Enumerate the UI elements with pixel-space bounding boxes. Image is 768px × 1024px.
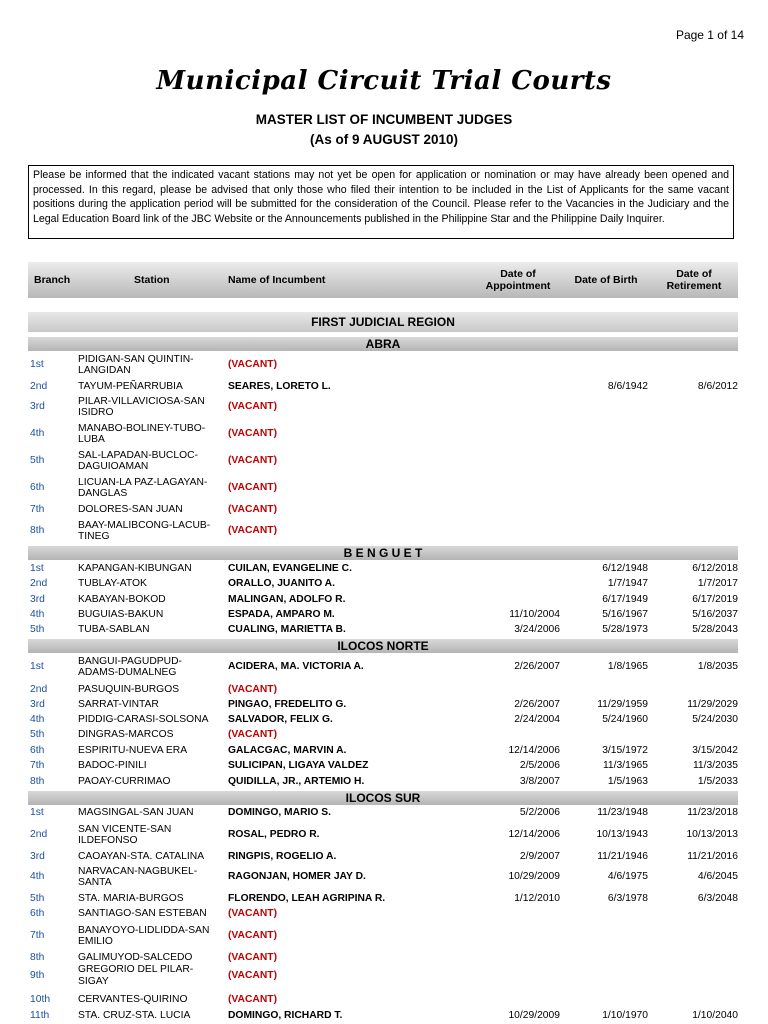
cell-station: BUGUIAS-BAKUN (78, 608, 164, 620)
table-row (28, 654, 738, 680)
cell-station: PILAR-VILLAVICIOSA-SAN ISIDRO (78, 395, 205, 418)
cell-branch: 5th (30, 892, 45, 904)
notice-box: Please be informed that the indicated vacant stations may not yet be open for application or nomination or may have already been opened and processed. In this regard, please be advised that only those who filed their intention to be included in the List of Applicants for the same vacant positions during the application period will be submitted for the consideration of the Council. Please refer to the Vacancies in the Judiciary and the Legal Education Board link of the JBC Website or the Announcements published in the Philippine Star and the Philippine Daily Inquirer. (28, 165, 734, 239)
cell-name: PINGAO, FREDELITO G. (228, 698, 347, 710)
cell-station: MANABO-BOLINEY-TUBO-LUBA (78, 422, 206, 445)
cell-name: RAGONJAN, HOMER JAY D. (228, 871, 366, 883)
cell-name: FLORENDO, LEAH AGRIPINA R. (228, 892, 386, 904)
cell-station: PASUQUIN-BURGOS (78, 683, 180, 695)
cell-birth: 1/7/1947 (607, 577, 648, 589)
province-band: ABRA (28, 337, 738, 351)
cell-station: BANAYOYO-LIDLIDDA-SAN EMILIO (78, 924, 210, 947)
cell-branch: 6th (30, 907, 45, 919)
col-retirement: Date of Retirement (666, 268, 722, 292)
table-row (28, 380, 738, 393)
cell-birth: 1/8/1965 (607, 661, 648, 673)
cell-retirement: 1/7/2017 (697, 577, 738, 589)
cell-birth: 1/5/1963 (607, 775, 648, 787)
cell-branch: 1st (30, 806, 44, 818)
cell-branch: 4th (30, 871, 45, 883)
cell-appointment: 11/10/2004 (509, 608, 560, 620)
cell-retirement: 10/13/2013 (686, 829, 738, 841)
cell-station: GREGORIO DEL PILAR-SIGAY (78, 964, 194, 987)
cell-name: SULICIPAN, LIGAYA VALDEZ (228, 759, 369, 771)
cell-retirement: 11/23/2018 (687, 806, 738, 818)
cell-station: DINGRAS-MARCOS (78, 728, 174, 740)
table-row (28, 1009, 738, 1022)
cell-birth: 3/15/1972 (602, 744, 648, 756)
cell-appointment: 1/12/2010 (514, 892, 560, 904)
cell-name: (VACANT) (228, 728, 277, 740)
cell-branch: 4th (30, 428, 45, 440)
cell-station: GALIMUYOD-SALCEDO (78, 951, 193, 963)
cell-name: ROSAL, PEDRO R. (228, 829, 320, 841)
cell-branch: 10th (30, 993, 51, 1005)
cell-branch: 2nd (30, 380, 48, 392)
cell-name: DOMINGO, RICHARD T. (228, 1009, 343, 1021)
cell-retirement: 5/28/2043 (692, 623, 738, 635)
cell-station: STA. CRUZ-STA. LUCIA (78, 1009, 191, 1021)
cell-retirement: 4/6/2045 (697, 871, 738, 883)
cell-branch: 3rd (30, 593, 45, 605)
table-row (28, 352, 738, 378)
cell-station: PAOAY-CURRIMAO (78, 775, 171, 787)
cell-station: SAN VICENTE-SAN ILDEFONSO (78, 823, 172, 846)
cell-branch: 8th (30, 951, 45, 963)
cell-station: LICUAN-LA PAZ-LAGAYAN-DANGLAS (78, 476, 208, 499)
cell-appointment: 2/5/2006 (519, 759, 560, 771)
cell-appointment: 10/29/2009 (508, 1009, 560, 1021)
cell-branch: 1st (30, 359, 44, 371)
cell-station: ESPIRITU-NUEVA ERA (78, 744, 188, 756)
table-row (28, 775, 738, 788)
cell-birth: 5/24/1960 (602, 713, 648, 725)
cell-name: SALVADOR, FELIX G. (228, 713, 333, 725)
cell-retirement: 5/16/2037 (692, 608, 738, 620)
cell-appointment: 2/26/2007 (514, 698, 560, 710)
cell-name: SEARES, LORETO L. (228, 380, 331, 392)
col-name: Name of Incumbent (228, 274, 326, 286)
cell-branch: 5th (30, 728, 45, 740)
cell-station: CAOAYAN-STA. CATALINA (78, 850, 205, 862)
cell-birth: 11/3/1965 (602, 759, 648, 771)
cell-branch: 6th (30, 482, 45, 494)
cell-retirement: 6/12/2018 (692, 562, 738, 574)
cell-station: MAGSINGAL-SAN JUAN (78, 806, 194, 818)
cell-appointment: 12/14/2006 (508, 744, 560, 756)
cell-name: (VACANT) (228, 951, 277, 963)
cell-name: MALINGAN, ADOLFO R. (228, 593, 346, 605)
cell-birth: 4/6/1975 (607, 871, 648, 883)
list-subtitle: MASTER LIST OF INCUMBENT JUDGES (255, 112, 513, 127)
table-row (28, 993, 738, 1006)
cell-station: BAAY-MALIBCONG-LACUB-TINEG (78, 519, 211, 542)
cell-name: (VACANT) (228, 401, 277, 413)
table-row (28, 593, 738, 606)
cell-name: ACIDERA, MA. VICTORIA A. (228, 661, 364, 673)
cell-appointment: 2/24/2004 (514, 713, 560, 725)
cell-station: STA. MARIA-BURGOS (78, 892, 184, 904)
table-row (28, 892, 738, 905)
cell-branch: 1st (30, 562, 44, 574)
cell-name: (VACANT) (228, 455, 277, 467)
table-row (28, 503, 738, 516)
cell-branch: 11th (30, 1009, 50, 1021)
cell-branch: 1st (30, 661, 44, 673)
cell-retirement: 11/3/2035 (692, 759, 738, 771)
cell-branch: 6th (30, 744, 45, 756)
cell-branch: 9th (30, 969, 45, 981)
col-station: Station (134, 274, 170, 286)
cell-appointment: 2/26/2007 (514, 661, 560, 673)
table-row (28, 623, 738, 636)
cell-station: SARRAT-VINTAR (78, 698, 159, 710)
cell-birth: 6/3/1978 (607, 892, 648, 904)
province-band: ILOCOS SUR (28, 791, 738, 805)
cell-branch: 4th (30, 608, 45, 620)
table-row (28, 850, 738, 863)
cell-branch: 3rd (30, 850, 45, 862)
cell-retirement: 11/29/2029 (687, 698, 738, 710)
cell-birth: 11/29/1959 (597, 698, 648, 710)
cell-retirement: 6/17/2019 (692, 593, 738, 605)
cell-station: KAPANGAN-KIBUNGAN (78, 562, 192, 574)
page-number: Page 1 of 14 (675, 28, 744, 42)
table-row (28, 683, 738, 696)
cell-branch: 3rd (30, 401, 45, 413)
cell-birth: 5/16/1967 (602, 608, 648, 620)
table-row (28, 744, 738, 757)
cell-name: (VACANT) (228, 428, 277, 440)
cell-retirement: 1/8/2035 (697, 661, 738, 673)
province-band: ILOCOS NORTE (28, 639, 738, 653)
table-row (28, 448, 738, 474)
cell-retirement: 5/24/2030 (692, 713, 738, 725)
cell-branch: 7th (30, 503, 45, 515)
as-of-date: (As of 9 AUGUST 2010) (309, 132, 459, 147)
cell-retirement: 6/3/2048 (697, 892, 738, 904)
cell-retirement: 1/5/2033 (697, 775, 738, 787)
column-header-row (28, 262, 738, 298)
cell-appointment: 12/14/2006 (508, 829, 560, 841)
cell-station: NARVACAN-NAGBUKEL-SANTA (78, 865, 198, 888)
cell-branch: 7th (30, 930, 45, 942)
cell-appointment: 10/29/2009 (508, 871, 560, 883)
cell-retirement: 1/10/2040 (692, 1009, 738, 1021)
cell-birth: 5/28/1973 (602, 623, 648, 635)
cell-station: SANTIAGO-SAN ESTEBAN (78, 907, 207, 919)
col-appointment: Date of Appointment (485, 268, 551, 292)
cell-station: PIDIGAN-SAN QUINTIN-LANGIDAN (78, 353, 194, 376)
cell-birth: 11/21/1946 (597, 850, 648, 862)
cell-name: (VACANT) (228, 683, 277, 695)
cell-appointment: 5/2/2006 (519, 806, 560, 818)
cell-appointment: 3/8/2007 (519, 775, 560, 787)
cell-station: SAL-LAPADAN-BUCLOC-DAGUIOAMAN (78, 449, 198, 472)
cell-birth: 10/13/1943 (596, 829, 648, 841)
cell-appointment: 2/9/2007 (519, 850, 560, 862)
col-branch: Branch (34, 274, 71, 286)
cell-name: ORALLO, JUANITO A. (228, 577, 335, 589)
table-row (28, 577, 738, 590)
cell-station: PIDDIG-CARASI-SOLSONA (78, 713, 209, 725)
cell-branch: 8th (30, 775, 45, 787)
cell-station: TUBA-SABLAN (78, 623, 150, 635)
cell-name: (VACANT) (228, 930, 277, 942)
cell-name: GALACGAC, MARVIN A. (228, 744, 347, 756)
cell-name: (VACANT) (228, 503, 277, 515)
cell-name: RINGPIS, ROGELIO A. (228, 850, 337, 862)
table-row (28, 518, 738, 544)
table-row (28, 713, 738, 726)
cell-station: BANGUI-PAGUDPUD-ADAMS-DUMALNEG (78, 655, 182, 678)
cell-branch: 3rd (30, 698, 45, 710)
cell-branch: 4th (30, 713, 45, 725)
cell-retirement: 3/15/2042 (692, 744, 738, 756)
document-title: Municipal Circuit Trial Courts (156, 66, 612, 96)
region-band: FIRST JUDICIAL REGION (28, 312, 738, 332)
cell-name: (VACANT) (228, 907, 277, 919)
cell-birth: 8/6/1942 (607, 380, 648, 392)
table-row (28, 964, 738, 987)
cell-name: (VACANT) (228, 482, 277, 494)
cell-retirement: 8/6/2012 (697, 380, 738, 392)
cell-name: (VACANT) (228, 359, 277, 371)
cell-name: (VACANT) (228, 993, 277, 1005)
cell-branch: 2nd (30, 829, 48, 841)
province-band: B E N G U E T (28, 546, 738, 560)
cell-branch: 7th (30, 759, 45, 771)
cell-station: TAYUM-PEÑARRUBIA (78, 380, 183, 392)
table-row (28, 951, 738, 964)
cell-name: (VACANT) (228, 525, 277, 537)
table-row (28, 923, 738, 949)
cell-appointment: 3/24/2006 (514, 623, 560, 635)
cell-name: CUILAN, EVANGELINE C. (228, 562, 352, 574)
cell-retirement: 11/21/2016 (687, 850, 738, 862)
col-birth: Date of Birth (574, 274, 638, 286)
cell-station: BADOC-PINILI (78, 759, 147, 771)
cell-station: CERVANTES-QUIRINO (78, 993, 188, 1005)
table-row (28, 608, 738, 621)
cell-branch: 5th (30, 623, 45, 635)
cell-branch: 2nd (30, 683, 48, 695)
table-row (28, 394, 738, 420)
cell-name: QUIDILLA, JR., ARTEMIO H. (228, 775, 365, 787)
table-row (28, 864, 738, 890)
cell-birth: 1/10/1970 (602, 1009, 648, 1021)
cell-branch: 2nd (30, 577, 48, 589)
table-row (28, 806, 738, 819)
cell-station: KABAYAN-BOKOD (78, 593, 166, 605)
cell-station: DOLORES-SAN JUAN (78, 503, 183, 515)
table-row (28, 562, 738, 575)
table-row (28, 822, 738, 848)
cell-name: ESPADA, AMPARO M. (228, 608, 335, 620)
table-row (28, 759, 738, 772)
table-row (28, 475, 738, 501)
cell-birth: 6/12/1948 (602, 562, 648, 574)
cell-name: DOMINGO, MARIO S. (228, 806, 331, 818)
cell-birth: 11/23/1948 (597, 806, 648, 818)
cell-station: TUBLAY-ATOK (78, 577, 147, 589)
table-row (28, 907, 738, 920)
cell-branch: 8th (30, 525, 45, 537)
table-row (28, 421, 738, 447)
cell-name: (VACANT) (228, 969, 277, 981)
cell-birth: 6/17/1949 (602, 593, 648, 605)
table-row (28, 698, 738, 711)
cell-name: CUALING, MARIETTA B. (228, 623, 346, 635)
table-row (28, 728, 738, 741)
cell-branch: 5th (30, 455, 45, 467)
